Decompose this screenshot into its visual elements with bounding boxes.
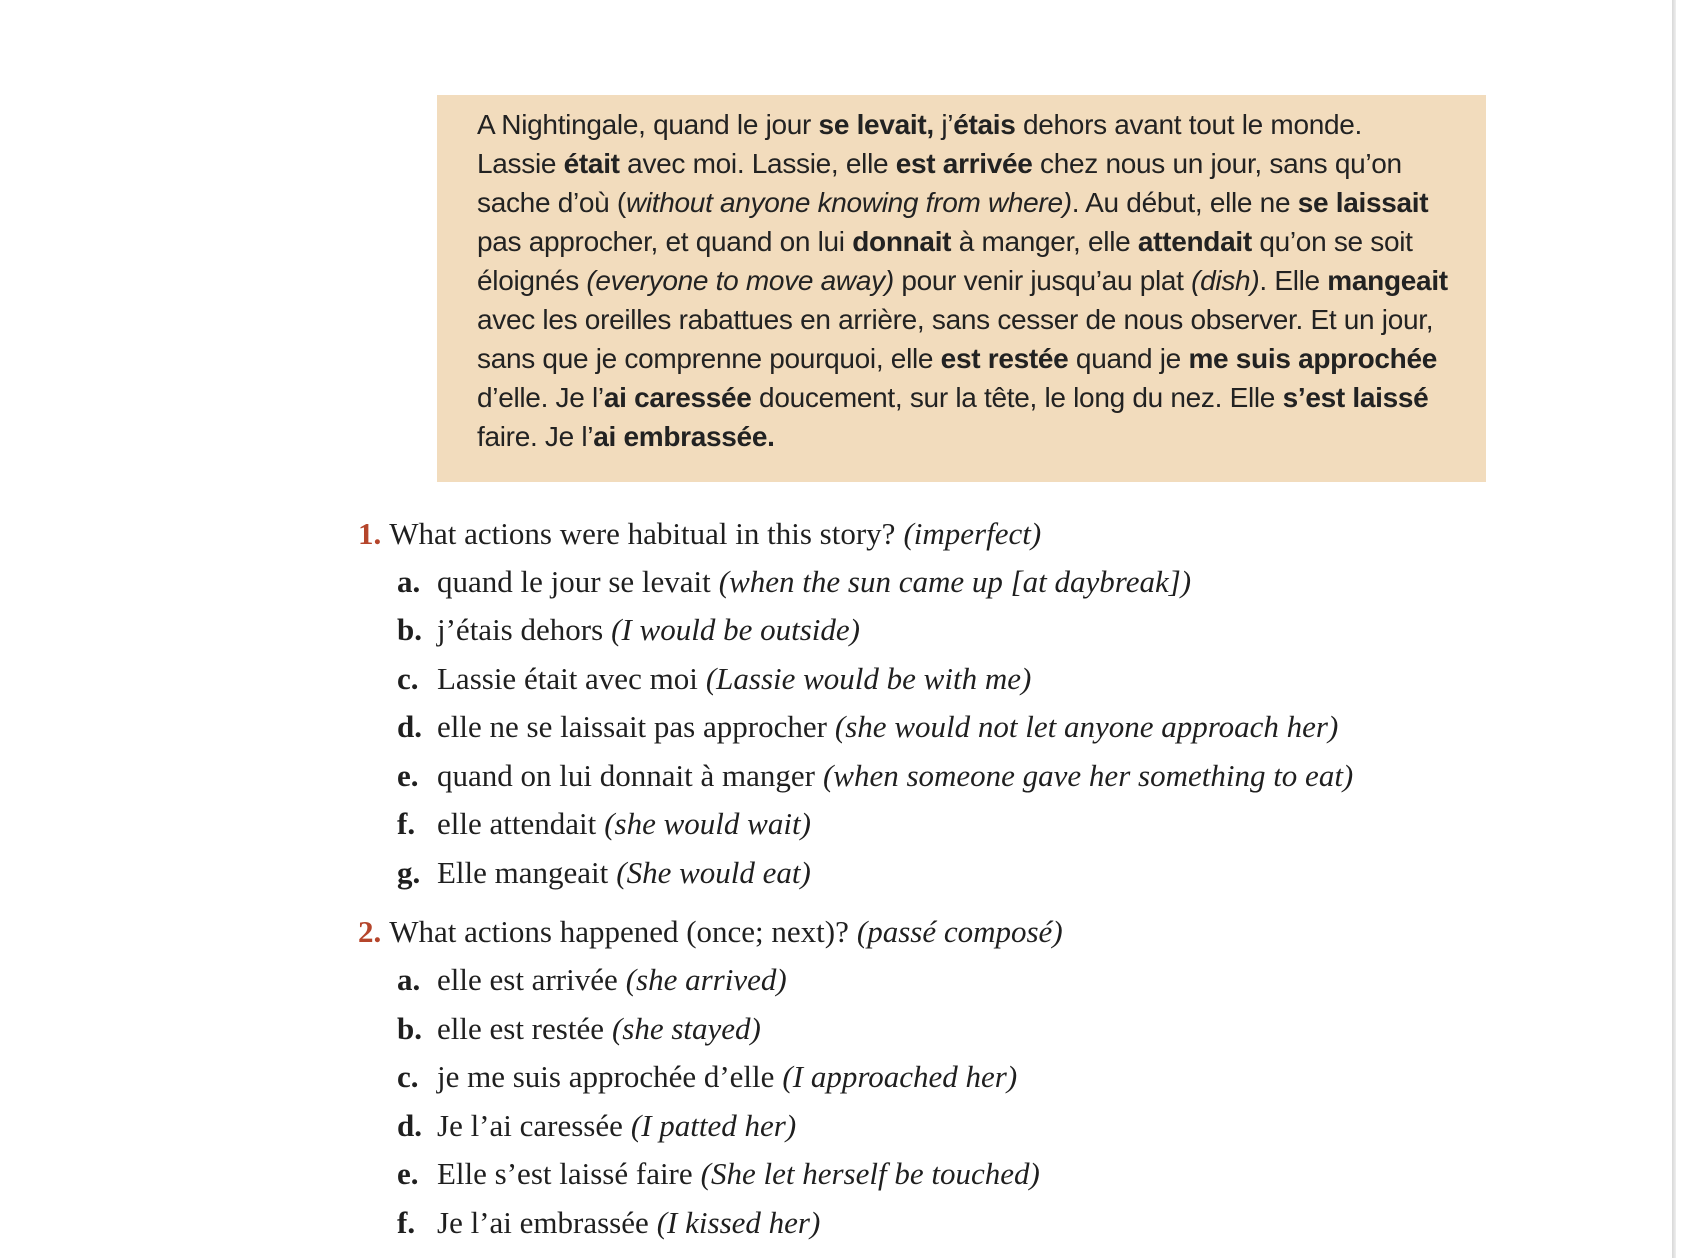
answer-gloss: (I patted her) <box>630 1108 797 1143</box>
answer-item <box>397 1005 761 1053</box>
answer-letter: e. <box>397 758 419 793</box>
question-tense: (imperfect) <box>903 516 1042 551</box>
answer-gloss: (She would eat) <box>616 855 811 890</box>
passage-line: pas approcher, et quand on lui donnait à manger, elle attendait qu’on se soit <box>477 226 1413 257</box>
answer-french: j’étais dehors <box>437 612 604 647</box>
answer-french: Elle s’est laissé faire <box>437 1156 693 1191</box>
answer-french: elle est arrivée <box>437 962 618 997</box>
answer-item <box>397 606 860 654</box>
passage-line: avec les oreilles rabattues en arrière, sans cesser de nous observer. Et un jour, <box>477 304 1434 335</box>
answer-item <box>397 752 1353 800</box>
question-number: 2. <box>358 914 382 949</box>
answer-item <box>397 1102 796 1150</box>
question-1 <box>358 510 1041 558</box>
answer-letter: b. <box>397 1011 422 1046</box>
answer-item <box>397 1199 820 1247</box>
answer-item <box>397 703 1338 751</box>
question-text: What actions happened (once; next)? <box>389 914 849 949</box>
answer-gloss: (when someone gave her something to eat) <box>822 758 1354 793</box>
answer-letter: b. <box>397 612 422 647</box>
question-text: What actions were habitual in this story? <box>389 516 896 551</box>
answer-letter: d. <box>397 709 422 744</box>
passage-line: d’elle. Je l’ai caressée doucement, sur la tête, le long du nez. Elle s’est laissé <box>477 382 1429 413</box>
answer-french: je me suis approchée d’elle <box>437 1059 775 1094</box>
answer-french: Je l’ai embrassée <box>437 1205 649 1240</box>
passage-line: éloignés (everyone to move away) pour venir jusqu’au plat (dish). Elle mangeait <box>477 265 1448 296</box>
answer-letter: e. <box>397 1156 419 1191</box>
answer-gloss: (Lassie would be with me) <box>705 661 1032 696</box>
passage-line: faire. Je l’ai embrassée. <box>477 421 775 452</box>
answer-gloss: (She let herself be touched) <box>700 1156 1040 1191</box>
answer-letter: f. <box>397 806 416 841</box>
answer-gloss: (when the sun came up [at daybreak]) <box>718 564 1192 599</box>
question-tense: (passé composé) <box>856 914 1063 949</box>
answer-french: elle attendait <box>437 806 597 841</box>
answer-gloss: (she would not let anyone approach her) <box>834 709 1339 744</box>
passage-text <box>477 105 1462 456</box>
answer-gloss: (she stayed) <box>611 1011 761 1046</box>
answer-letter: a. <box>397 962 421 997</box>
answer-french: elle ne se laissait pas approcher <box>437 709 827 744</box>
answer-letter: f. <box>397 1205 416 1240</box>
answer-item <box>397 1053 1017 1101</box>
answer-french: Lassie était avec moi <box>437 661 698 696</box>
question-2 <box>358 908 1063 956</box>
answer-french: quand le jour se levait <box>437 564 711 599</box>
answer-letter: c. <box>397 661 419 696</box>
passage-box <box>437 95 1486 482</box>
answer-item <box>397 655 1031 703</box>
passage-line: sans que je comprenne pourquoi, elle est restée quand je me suis approchée <box>477 343 1437 374</box>
answer-gloss: (she arrived) <box>625 962 787 997</box>
answer-item <box>397 1150 1040 1198</box>
answer-gloss: (she would wait) <box>604 806 811 841</box>
answer-item <box>397 956 787 1004</box>
passage-line: Lassie était avec moi. Lassie, elle est arrivée chez nous un jour, sans qu’on <box>477 148 1402 179</box>
answer-gloss: (I would be outside) <box>611 612 860 647</box>
question-number: 1. <box>358 516 382 551</box>
answer-item <box>397 849 811 897</box>
passage-line: A Nightingale, quand le jour se levait, j’étais dehors avant tout le monde. <box>477 109 1363 140</box>
answer-gloss: (I kissed her) <box>656 1205 821 1240</box>
answer-letter: a. <box>397 564 421 599</box>
page-edge <box>1672 0 1676 1258</box>
answer-item <box>397 800 811 848</box>
answer-letter: c. <box>397 1059 419 1094</box>
answer-french: elle est restée <box>437 1011 604 1046</box>
answer-item <box>397 558 1191 606</box>
answer-letter: d. <box>397 1108 422 1143</box>
answer-french: Elle mangeait <box>437 855 609 890</box>
answer-letter: g. <box>397 855 421 890</box>
answer-french: Je l’ai caressée <box>437 1108 623 1143</box>
answer-gloss: (I approached her) <box>782 1059 1018 1094</box>
passage-line: sache d’où (without anyone knowing from where). Au début, elle ne se laissait <box>477 187 1429 218</box>
answer-french: quand on lui donnait à manger <box>437 758 815 793</box>
